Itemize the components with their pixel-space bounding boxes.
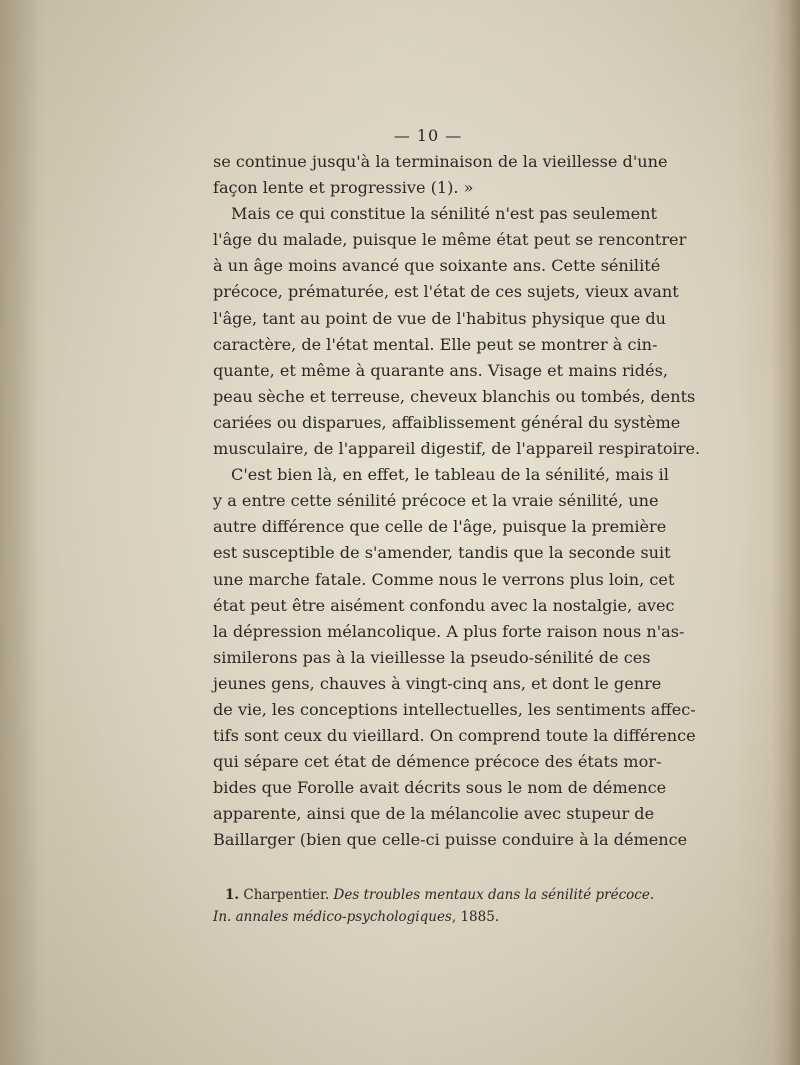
footnote-title: Des troubles mentaux dans la sénilité précoce. — [333, 887, 655, 903]
text-line: de vie, les conceptions intellectuelles, les sentiments affec- — [213, 699, 696, 719]
text-line: façon lente et progressive (1). » — [213, 178, 474, 198]
text-line: similerons pas à la vieillesse la pseudo-sénilité de ces — [213, 647, 651, 667]
text-line: l'âge, tant au point de vue de l'habitus physique que du — [213, 308, 667, 328]
footnote-line-2 — [213, 906, 643, 928]
text-line: bides que Forolle avait décrits sous le nom de démence — [213, 778, 667, 798]
footnote-journal: In. annales médico-psychologiques — [213, 909, 452, 925]
text-line: se continue jusqu'à la terminaison de la vieillesse d'une — [213, 152, 668, 171]
footnote-year: , 1885. — [451, 909, 500, 925]
text-line: Mais ce qui constitue la sénilité n'est pas seulement — [231, 204, 658, 224]
text-line: C'est bien là, en effet, le tableau de la sénilité, mais il — [231, 465, 669, 485]
footnote-number: 1. — [225, 887, 240, 903]
text-line: cariées ou disparues, affaiblissement général du système — [213, 412, 681, 432]
text-line: jeunes gens, chauves à vingt-cinq ans, et dont le genre — [213, 673, 662, 693]
footnote — [213, 884, 655, 928]
text-line: état peut être aisément confondu avec la nostalgie, avec — [213, 595, 675, 615]
page-number: — 10 — — [393, 126, 463, 145]
text-line: la dépression mélancolique. A plus forte raison nous n'as- — [213, 621, 685, 641]
text-line: apparente, ainsi que de la mélancolie avec stupeur de — [213, 804, 655, 824]
text-line: quante, et même à quarante ans. Visage et mains ridés, — [213, 360, 669, 380]
text-line: musculaire, de l'appareil digestif, de l'appareil respiratoire. — [213, 439, 701, 459]
body-text — [213, 123, 701, 854]
footnote-line-1 — [213, 884, 655, 906]
text-line: l'âge du malade, puisque le même état peut se rencontrer — [213, 230, 687, 250]
text-line: Baillarger (bien que celle-ci puisse conduire à la démence — [213, 830, 688, 850]
text-line: autre différence que celle de l'âge, puisque la première — [213, 517, 667, 537]
text-line: y a entre cette sénilité précoce et la vraie sénilité, une — [213, 491, 659, 511]
text-line: précoce, prématurée, est l'état de ces sujets, vieux avant — [213, 282, 679, 302]
text-line: à un âge moins avancé que soixante ans. Cette sénilité — [213, 256, 661, 276]
page-edge-shadow-right — [772, 0, 800, 1065]
text-line: tifs sont ceux du vieillard. On comprend toute la différence — [213, 726, 696, 746]
body-paragraphs — [213, 149, 701, 854]
footnote-author: Charpentier. — [239, 887, 334, 903]
page-edge-shadow-left — [0, 0, 40, 1065]
text-line: caractère, de l'état mental. Elle peut se montrer à cin- — [213, 334, 658, 354]
text-line: peau sèche et terreuse, cheveux blanchis ou tombés, dents — [213, 386, 696, 406]
text-line: est susceptible de s'amender, tandis que la seconde suit — [213, 543, 671, 563]
text-line: une marche fatale. Comme nous le verrons plus loin, cet — [213, 569, 675, 589]
text-line: qui sépare cet état de démence précoce des états mor- — [213, 752, 662, 772]
